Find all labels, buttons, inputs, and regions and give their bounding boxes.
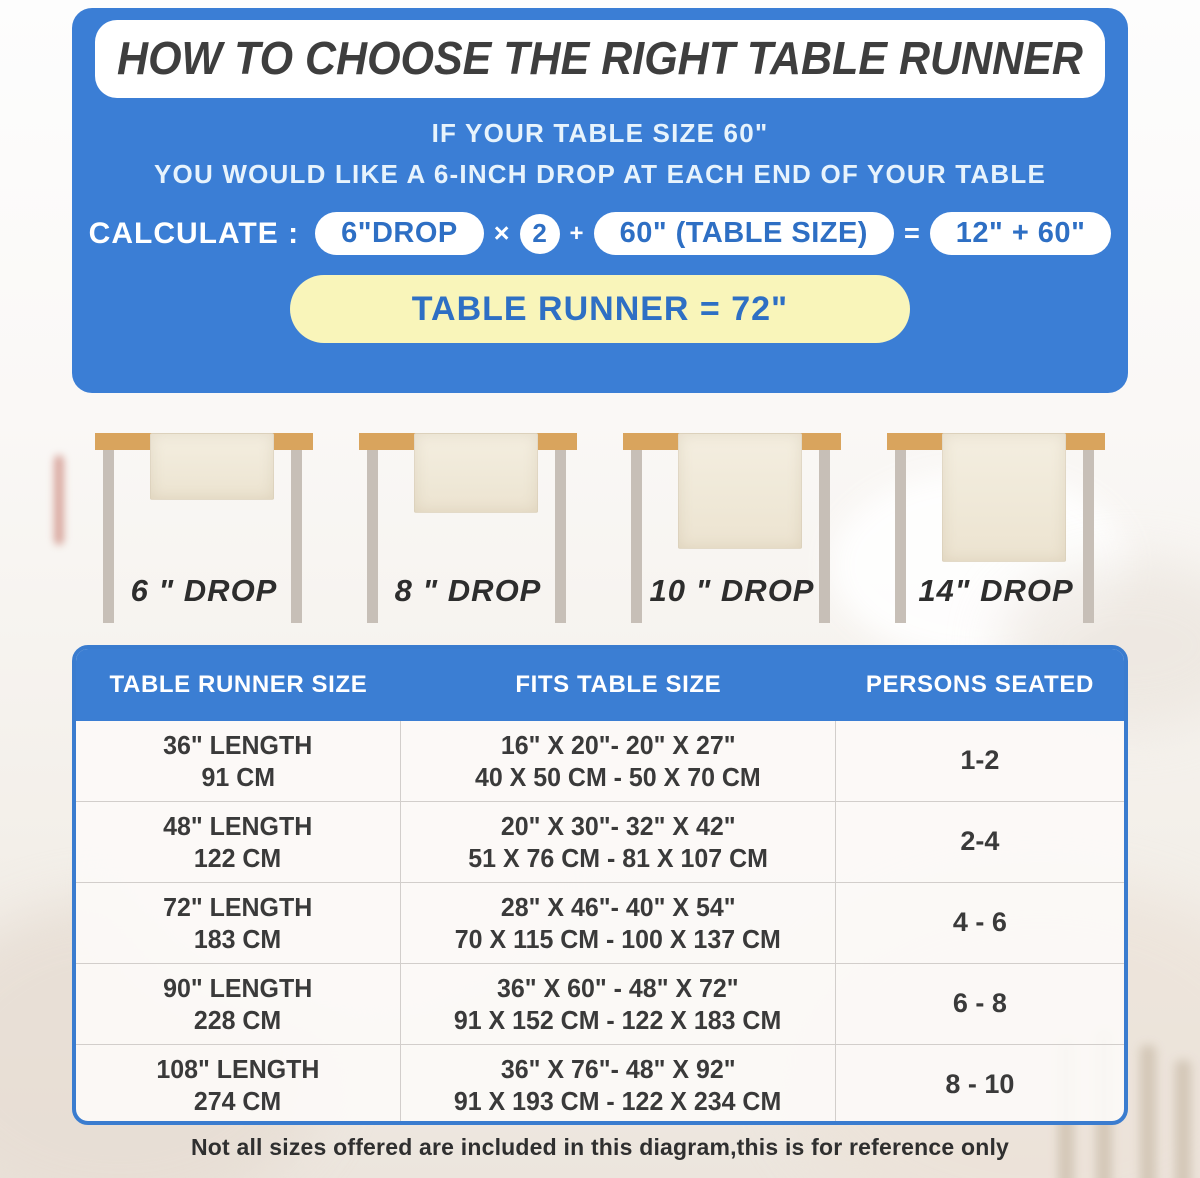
result-pill: TABLE RUNNER = 72" [290, 275, 910, 343]
disclaimer-note: Not all sizes offered are included in this diagram,this is for reference only [190, 1134, 1010, 1160]
calculation-row [72, 212, 1128, 255]
runner-size-cm: 183 CM [194, 924, 282, 954]
table-runner-illustration [150, 433, 274, 500]
background-red-smudge [54, 455, 64, 545]
drop-figure-14 [864, 425, 1128, 640]
fits-size-cm: 91 X 152 CM - 122 X 183 CM [454, 1005, 782, 1035]
fits-size-cell [401, 883, 836, 963]
runner-size-cm: 274 CM [194, 1086, 282, 1116]
plus-sign: + [569, 219, 584, 247]
table-row [76, 721, 1124, 801]
equals-sign: = [903, 218, 920, 248]
fits-size-cm: 40 X 50 CM - 50 X 70 CM [474, 762, 761, 792]
runner-size-cell [76, 802, 401, 882]
size-table-header [76, 649, 1124, 721]
fits-size-cm: 91 X 193 CM - 122 X 234 CM [454, 1086, 782, 1116]
fits-size-inches: 28" X 46"- 40" X 54" [500, 891, 736, 922]
size-table-body [76, 721, 1124, 1125]
drop-label: 14" DROP [918, 573, 1074, 608]
table-runner-illustration [678, 433, 802, 549]
fits-size-cm: 70 X 115 CM - 100 X 137 CM [454, 924, 781, 954]
runner-size-cell [76, 883, 401, 963]
fits-size-cell [401, 1045, 836, 1125]
subtitle-line-2: YOU WOULD LIKE A 6-INCH DROP AT EACH END OF YOUR TABLE [153, 159, 1046, 189]
runner-size-cell [76, 964, 401, 1044]
fits-size-cell [401, 721, 836, 801]
calculate-label: CALCULATE : [88, 216, 300, 250]
multiply-sign: × [493, 218, 510, 248]
fits-size-cell [401, 964, 836, 1044]
persons-seated-cell: 8 - 10 [945, 1069, 1015, 1100]
drop-label: 6 " DROP [130, 573, 278, 608]
table-row [76, 882, 1124, 963]
multiplier-circle: 2 [520, 214, 560, 254]
runner-size-inches: 48" LENGTH [163, 810, 313, 841]
drop-figure-6 [72, 425, 336, 640]
runner-size-cell [76, 1045, 401, 1125]
fits-size-cm: 51 X 76 CM - 81 X 107 CM [467, 843, 768, 873]
column-header-runner-size: TABLE RUNNER SIZE [109, 671, 368, 698]
drop-value-pill: 6"DROP [315, 212, 484, 255]
column-header-persons: PERSONS SEATED [865, 671, 1094, 698]
title-bar [95, 20, 1105, 98]
drop-figure-10 [600, 425, 864, 640]
subtitle-line-1: IF YOUR TABLE SIZE 60" [431, 118, 769, 148]
persons-seated-cell: 1-2 [960, 745, 1000, 776]
runner-size-cm: 228 CM [194, 1005, 282, 1035]
fits-size-inches: 36" X 60" - 48" X 72" [497, 972, 739, 1003]
runner-size-cell [76, 721, 401, 801]
page-title: HOW TO CHOOSE THE RIGHT TABLE RUNNER [117, 32, 1083, 85]
table-runner-illustration [942, 433, 1066, 562]
fits-size-inches: 36" X 76"- 48" X 92" [500, 1053, 736, 1084]
fits-size-inches: 20" X 30"- 32" X 42" [500, 810, 736, 841]
runner-size-inches: 108" LENGTH [156, 1053, 320, 1084]
instruction-panel [72, 8, 1128, 393]
runner-size-cm: 91 CM [201, 762, 275, 792]
runner-size-inches: 36" LENGTH [163, 729, 313, 760]
sum-pill: 12" + 60" [930, 212, 1112, 255]
table-row [76, 963, 1124, 1044]
runner-size-inches: 90" LENGTH [163, 972, 313, 1003]
drop-figure-8 [336, 425, 600, 640]
table-row [76, 1044, 1124, 1125]
persons-seated-cell: 6 - 8 [952, 988, 1007, 1019]
drop-label: 8 " DROP [394, 573, 542, 608]
runner-size-inches: 72" LENGTH [163, 891, 313, 922]
persons-seated-cell: 2-4 [960, 826, 1000, 857]
table-size-pill: 60" (TABLE SIZE) [594, 212, 894, 255]
table-row [76, 801, 1124, 882]
table-runner-illustration [414, 433, 538, 513]
fits-size-inches: 16" X 20"- 20" X 27" [500, 729, 736, 760]
drop-figures-row [72, 425, 1128, 640]
persons-seated-cell: 4 - 6 [952, 907, 1007, 938]
column-header-fits-size: FITS TABLE SIZE [515, 671, 722, 698]
size-table-panel [72, 645, 1128, 1125]
runner-size-cm: 122 CM [194, 843, 282, 873]
fits-size-cell [401, 802, 836, 882]
drop-label: 10 " DROP [649, 573, 815, 608]
